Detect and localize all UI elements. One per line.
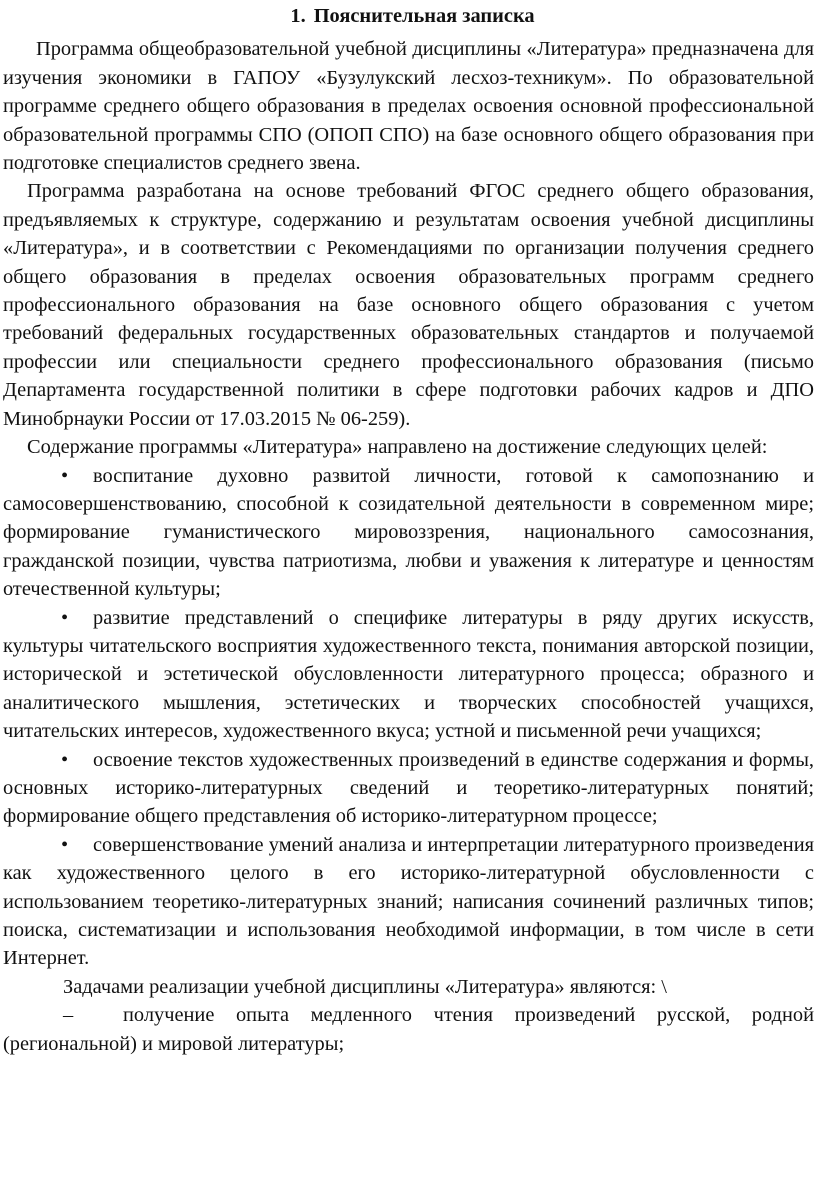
dash-icon: –	[63, 1004, 74, 1027]
bullet-icon: •	[61, 606, 69, 629]
paragraph-tasks-intro: Задачами реализации учебной дисциплины «Литература» являются: \	[63, 975, 667, 998]
bullet-icon: •	[61, 833, 69, 856]
paragraph-goals-intro: Содержание программы «Литература» направлено на достижение следующих целей:	[27, 436, 768, 459]
paragraph-program-basis: Программа разработана на основе требований ФГОС среднего общего образования, предъявляемых к структуре, содержанию и результатам освоения учебной дисциплины «Литература», и в соответствии с Рекомендациями по организации получения среднего общего образования в пределах освоения образовательных программ среднего профессионального образования на базе основного общего образования с учетом требований федеральных государственных образовательных стандартов и получаемой профессии или специальности среднего профессионального образования (письмо Департамента государственной политики в сфере подготовки рабочих кадров и ДПО Минобрнауки России от 17.03.2015 № 06-259).	[3, 180, 814, 430]
section-number: 1.	[290, 5, 306, 27]
goal-list-item	[3, 746, 814, 831]
bullet-icon: •	[61, 464, 69, 487]
goal-list-item	[3, 604, 814, 746]
goal-text: развитие представлений о специфике литературы в ряду других искусств, культуры читательского восприятия художественного текста, понимания авторской позиции, исторической и эстетической обусловленности литературного процесса; образного и аналитического мышления, эстетических и творческих способностей учащихся, читательских интересов, художественного вкуса; устной и письменной речи учащихся;	[3, 606, 814, 743]
goal-text: совершенствование умений анализа и интерпретации литературного произведения как художественного целого в его историко-литературной обусловленности с использованием теоретико-литературных знаний; написания сочинений различных типов; поиска, систематизации и использования необходимой информации, в том числе в сети Интернет.	[3, 833, 814, 970]
bullet-icon: •	[61, 748, 69, 771]
goal-list-item	[3, 831, 814, 973]
section-title: Пояснительная записка	[313, 5, 535, 27]
task-text: получение опыта медленного чтения произведений русской, родной (региональной) и мировой литературы;	[3, 1004, 814, 1055]
goal-list-item	[3, 462, 814, 604]
goal-text: воспитание духовно развитой личности, готовой к самопознанию и самосовершенствованию, способной к созидательной деятельности в современном мире; формирование гуманистического мировоззрения, национального самосознания, гражданской позиции, чувства патриотизма, любви и уважения к литературе и ценностям отечественной культуры;	[3, 464, 814, 601]
task-list-item	[3, 1001, 814, 1058]
section-heading	[3, 2, 814, 30]
goal-text: освоение текстов художественных произведений в единстве содержания и формы, основных историко-литературных сведений и теоретико-литературных понятий; формирование общего представления об историко-литературном процессе;	[3, 748, 814, 828]
paragraph-program-purpose: Программа общеобразовательной учебной дисциплины «Литература» предназначена для изучения экономики в ГАПОУ «Бузулукский лесхоз-техникум». По образовательной программе среднего общего образования в пределах освоения основной профессиональной образовательной программы СПО (ОПОП СПО) на базе основного общего образования при подготовке специалистов среднего звена.	[3, 38, 814, 175]
